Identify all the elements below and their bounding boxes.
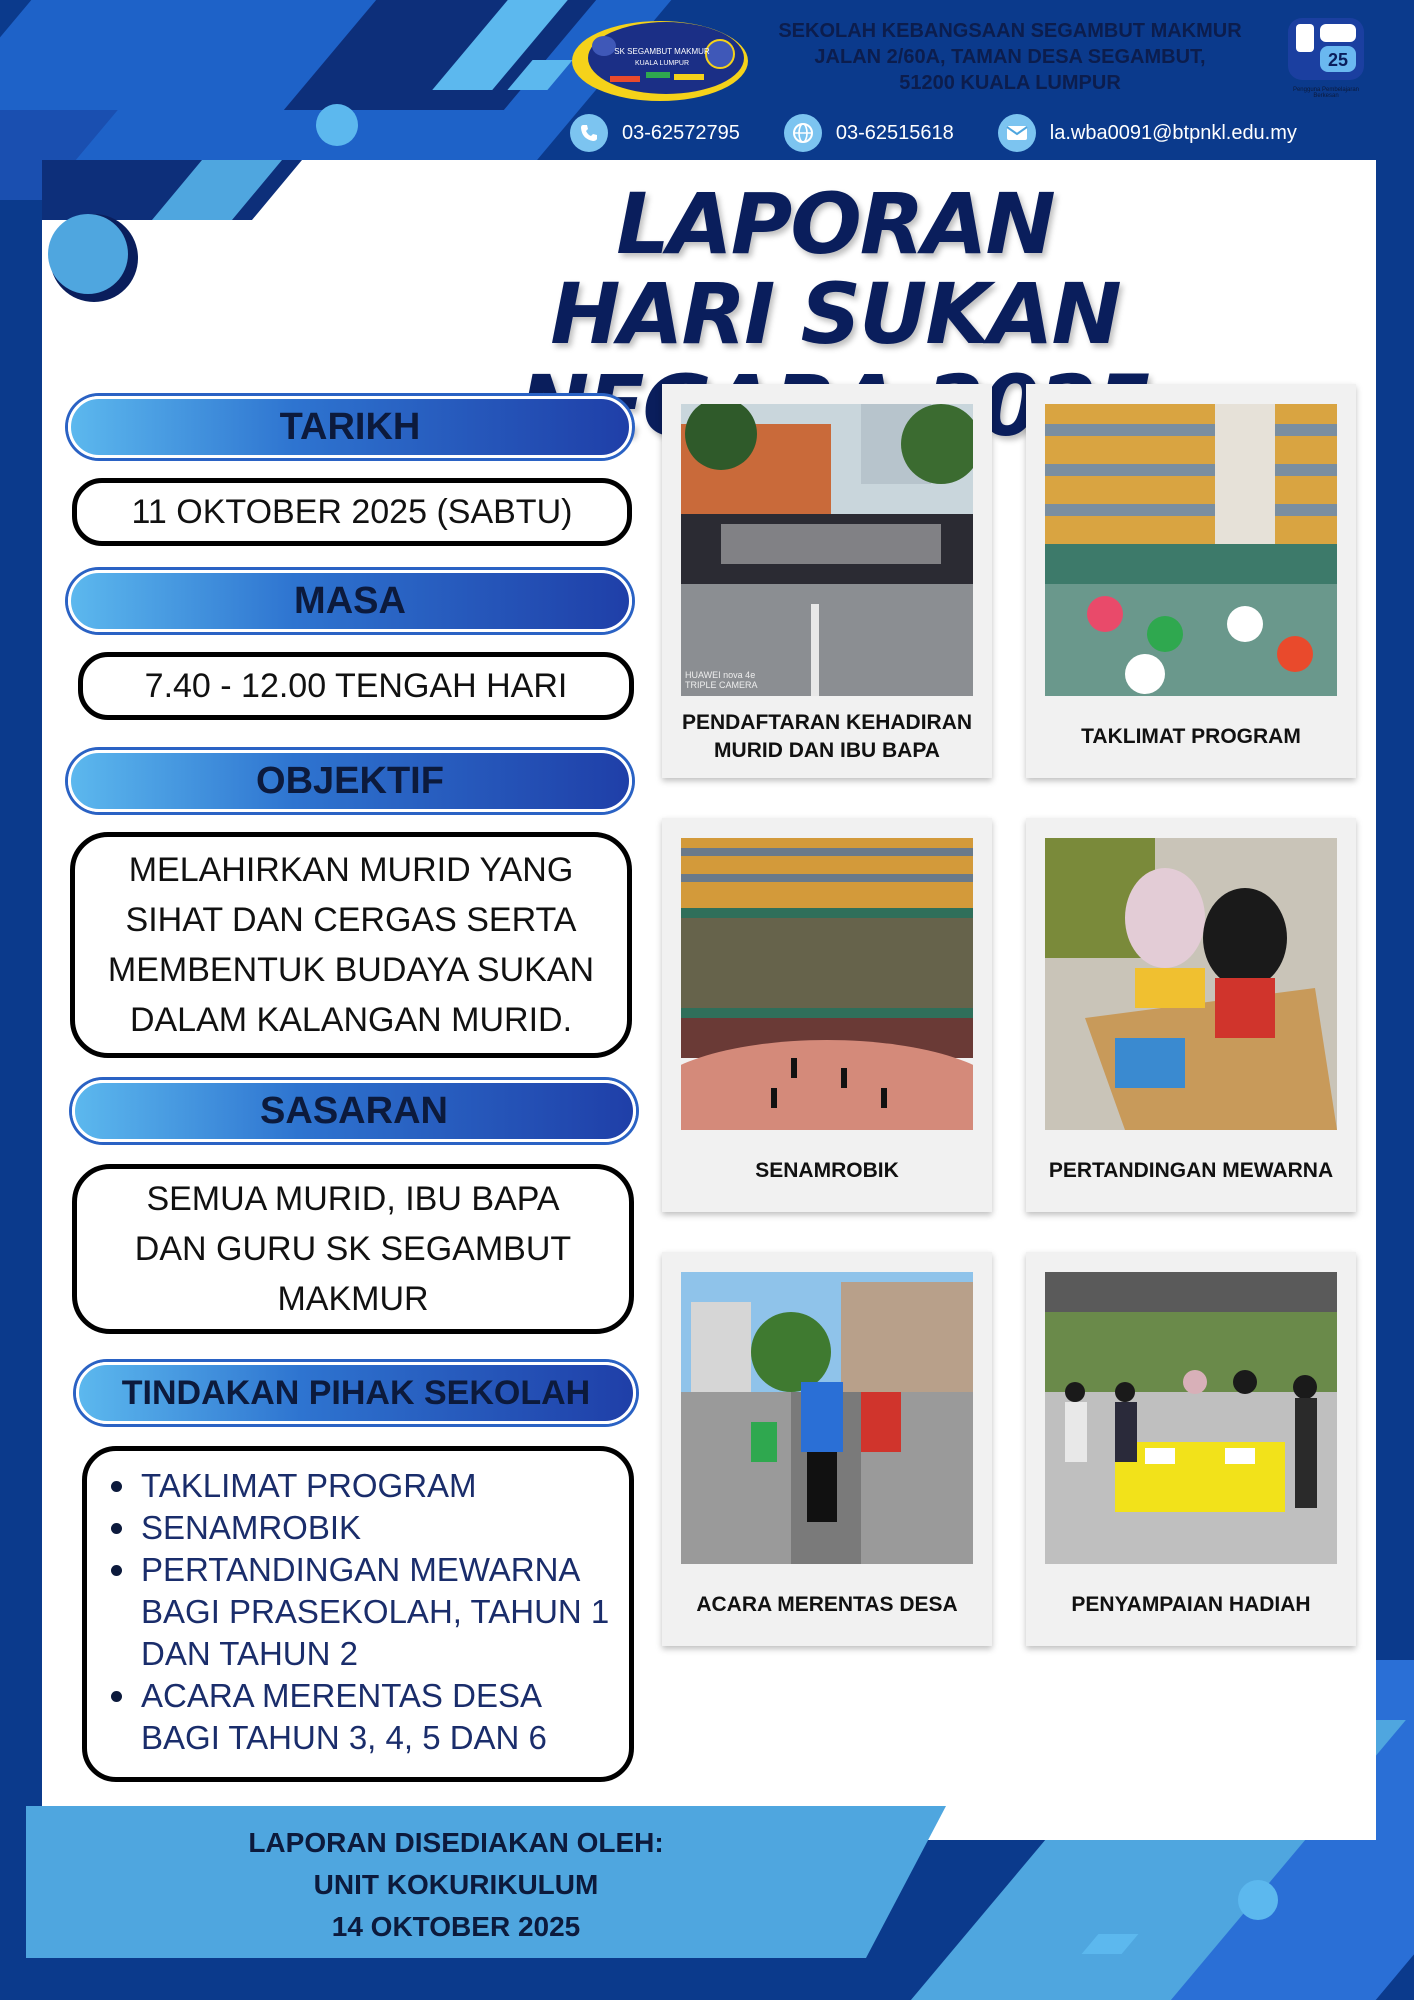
footer-line-1: LAPORAN DISEDIAKAN OLEH: [248,1827,664,1858]
sasaran-heading: SASARAN [72,1080,636,1142]
photo-caption: SENAMROBIK [755,1159,899,1182]
photo-caption: ACARA MERENTAS DESA [696,1593,958,1616]
contact-phone [570,114,740,152]
anniversary-25-icon [1286,14,1366,82]
photo-briefing [1045,404,1337,696]
school-info [760,18,1260,96]
title-line-2: HARI SUKAN [550,265,1120,363]
contact-email [998,114,1297,152]
photo-card-cross-country [662,1252,992,1646]
logo-text-top: SK SEGAMBUT MAKMUR [614,47,710,56]
camera-watermark: HUAWEI nova 4e TRIPLE CAMERA [685,670,758,690]
photo-caption: PENDAFTARAN KEHADIRAN MURID DAN IBU BAPA [681,711,973,762]
list-item: PERTANDINGAN MEWARNA BAGI PRASEKOLAH, TAHUN 1 DAN TAHUN 2 [105,1549,611,1675]
photo-caption: PENYAMPAIAN HADIAH [1071,1593,1311,1616]
panel-corner-decoration [42,160,302,310]
list-item: ACARA MERENTAS DESA BAGI TAHUN 3, 4, 5 DAN 6 [105,1675,611,1759]
title-line-1: LAPORAN [616,175,1054,273]
photo-registration [681,404,973,696]
school-name: SEKOLAH KEBANGSAAN SEGAMBUT MAKMUR [778,20,1242,42]
email-address[interactable]: la.wba0091@btpnkl.edu.my [1049,121,1297,144]
masa-value: 7.40 - 12.00 TENGAH HARI [144,667,568,705]
email-icon [998,114,1036,152]
globe-icon [784,114,822,152]
footer-line-3: 14 OKTOBER 2025 [331,1911,581,1942]
anniversary-caption: Pengguna Pembelajaran Berkesan [1292,87,1360,99]
sasaran-line: MAKMUR [277,1280,429,1318]
photo-card-briefing [1026,384,1356,778]
masa-value-box [78,652,634,720]
fax-number[interactable]: 03-62515618 [835,121,954,144]
tarikh-value-box [72,478,632,546]
photo-card-registration [662,384,992,778]
logo-text-bottom: KUALA LUMPUR [634,60,690,67]
photo-colouring [1045,838,1337,1130]
list-item: TAKLIMAT PROGRAM [105,1465,611,1507]
tindakan-list [105,1465,611,1759]
header [0,0,1414,160]
objektif-heading: OBJEKTIF [68,750,632,812]
photo-card-prize-giving [1026,1252,1356,1646]
bg-circle [1238,1880,1278,1920]
list-item: SENAMROBIK [105,1507,611,1549]
school-address-1: JALAN 2/60A, TAMAN DESA SEGAMBUT, [814,46,1206,68]
footer [26,1822,886,1948]
tarikh-heading: TARIKH [68,396,632,458]
objektif-line: MELAHIRKAN MURID YANG [128,851,574,889]
contact-bar [570,114,1297,152]
phone-number[interactable]: 03-62572795 [622,121,740,144]
tarikh-value: 11 OKTOBER 2025 (SABTU) [131,493,573,531]
anniversary-logo [1286,14,1366,98]
school-logo [570,18,750,104]
objektif-line: MEMBENTUK BUDAYA SUKAN [107,951,595,989]
objektif-value-box [70,832,632,1058]
contact-fax [784,114,954,152]
photo-prize-giving [1045,1272,1337,1564]
photo-aerobics [681,838,973,1130]
footer-line-2: UNIT KOKURIKULUM [313,1869,599,1900]
objektif-line: DALAM KALANGAN MURID. [129,1001,573,1039]
photo-caption: PERTANDINGAN MEWARNA [1048,1159,1334,1182]
objektif-line: SIHAT DAN CERGAS SERTA [125,901,577,939]
photo-caption: TAKLIMAT PROGRAM [1081,725,1301,748]
tindakan-heading: TINDAKAN PIHAK SEKOLAH [76,1362,636,1424]
sasaran-line: SEMUA MURID, IBU BAPA [146,1180,560,1218]
sasaran-line: DAN GURU SK SEGAMBUT [134,1230,572,1268]
school-address-2: 51200 KUALA LUMPUR [899,72,1121,94]
photo-card-colouring [1026,818,1356,1212]
svg-text:25: 25 [1327,50,1349,70]
phone-icon [570,114,608,152]
photo-card-aerobics [662,818,992,1212]
masa-heading: MASA [68,570,632,632]
photo-cross-country [681,1272,973,1564]
tindakan-list-box [82,1446,634,1782]
sasaran-value-box [72,1164,634,1334]
